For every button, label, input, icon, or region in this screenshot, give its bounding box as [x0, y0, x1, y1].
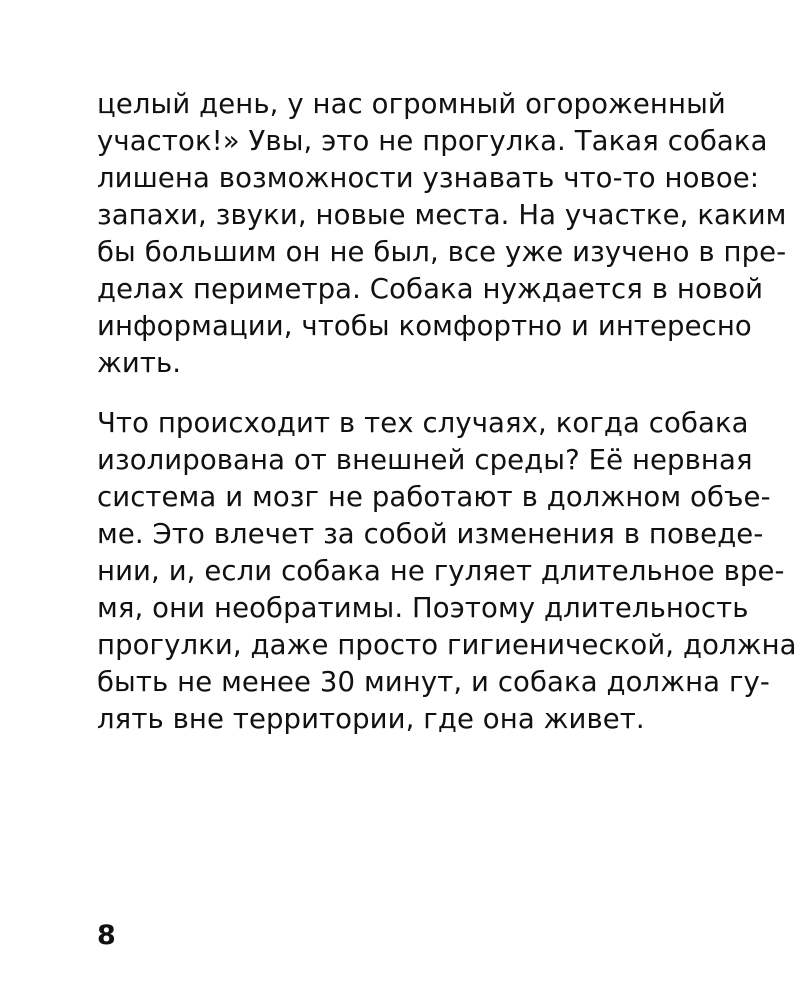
- text-line: запахи, звуки, новые места. На участке, каким: [97, 199, 787, 231]
- text-line: участок!» Увы, это не прогулка. Такая собака: [97, 125, 768, 157]
- text-line: мя, они необратимы. Поэтому длительность: [97, 592, 749, 624]
- text-line: бы большим он не был, все уже изучено в пре-: [97, 236, 787, 268]
- text-line: информации, чтобы комфортно и интересно: [97, 310, 752, 342]
- text-line: изолирована от внешней среды? Её нервная: [97, 444, 753, 476]
- text-line: делах периметра. Собака нуждается в новой: [97, 273, 764, 305]
- paragraph-1: [97, 86, 787, 382]
- page-body: [97, 86, 797, 738]
- text-line: Что происходит в тех случаях, когда собака: [97, 407, 749, 439]
- paragraph-2: [97, 405, 797, 738]
- text-line: прогулки, даже просто гигиенической, должна: [97, 629, 797, 661]
- text-line: лять вне территории, где она живет.: [97, 703, 645, 735]
- text-line: лишена возможности узнавать что-то новое:: [97, 162, 760, 194]
- text-line: целый день, у нас огромный огороженный: [97, 88, 726, 120]
- text-line: нии, и, если собака не гуляет длительное вре-: [97, 555, 785, 587]
- text-line: система и мозг не работают в должном объе-: [97, 481, 771, 513]
- text-line: ме. Это влечет за собой изменения в поведе-: [97, 518, 764, 550]
- page-number: 8: [97, 920, 116, 951]
- text-line: жить.: [97, 347, 182, 379]
- text-line: быть не менее 30 минут, и собака должна гу-: [97, 666, 770, 698]
